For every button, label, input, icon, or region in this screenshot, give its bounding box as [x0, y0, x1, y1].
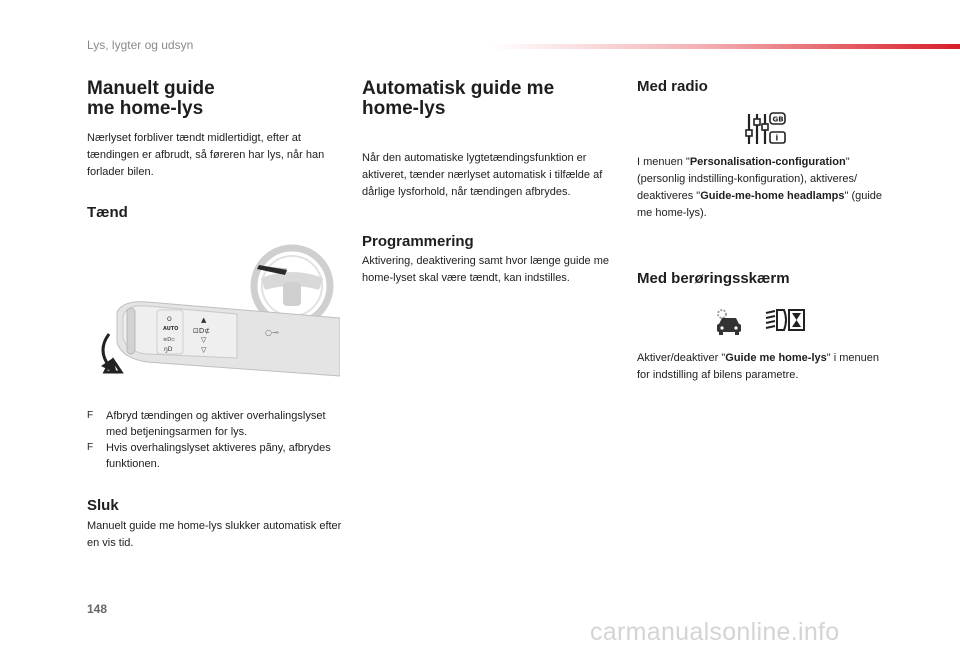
radio-heading: Med radio	[637, 78, 708, 95]
auto-guide-title-line2: home-lys	[362, 98, 446, 119]
svg-text:▽: ▽	[201, 336, 207, 344]
auto-guide-title-line1: Automatisk guide me	[362, 78, 555, 99]
bullet-mark: F	[87, 410, 94, 421]
radio-settings-icon	[744, 112, 786, 146]
radio-text-part: " (guide me home-lys).	[637, 190, 883, 219]
radio-text-part: I menuen "	[637, 156, 690, 168]
svg-text:≡D⊂: ≡D⊂	[163, 337, 176, 343]
list-item	[87, 408, 332, 440]
svg-text:⊡D⊄: ⊡D⊄	[193, 327, 211, 335]
programming-heading: Programmering	[362, 233, 474, 250]
svg-text:O: O	[167, 316, 172, 323]
manual-guide-title-line2: me home-lys	[87, 98, 204, 119]
manual-guide-title	[87, 79, 215, 119]
svg-text:GB: GB	[772, 115, 784, 124]
touchscreen-text-part: Aktiver/deaktiver "	[637, 352, 726, 364]
svg-text:▽: ▽	[201, 346, 207, 354]
off-text: Manuelt guide me home-lys slukker automatisk efter en vis tid.	[87, 520, 342, 549]
auto-intro-text: Når den automatiske lygtetændingsfunktion er aktiveret, tænder nærlyset automatisk i tilfælde af dårlige lysforhold, når tændingen afbrydes.	[362, 152, 603, 198]
manual-intro-text: Nærlyset forbliver tændt midlertidigt, efter at tændingen er afbrudt, så føreren har lys, når han forlader bilen.	[87, 132, 325, 178]
svg-text:▲: ▲	[201, 316, 207, 324]
radio-text	[637, 154, 892, 222]
bullet-text: Hvis overhalingslyset aktiveres pãny, afbrydes funktionen.	[106, 442, 331, 470]
off-heading: Sluk	[87, 497, 119, 514]
on-heading: Tænd	[87, 204, 128, 221]
list-item	[87, 440, 332, 472]
car-settings-icon	[713, 306, 745, 338]
manual-guide-title-line1: Manuelt guide	[87, 78, 215, 99]
radio-option-name: Guide-me-home headlamps	[700, 190, 845, 202]
auto-guide-title	[362, 79, 554, 119]
touchscreen-text-part: " i menuen for indstilling af bilens parametre.	[637, 352, 879, 381]
svg-text:i: i	[775, 133, 779, 143]
touchscreen-text	[637, 350, 887, 384]
svg-text:ŋD: ŋD	[164, 346, 173, 353]
touchscreen-heading: Med berøringsskærm	[637, 270, 790, 287]
page-number: 148	[87, 602, 108, 616]
radio-menu-name: Personalisation-configuration	[689, 156, 846, 168]
svg-text:○⊸: ○⊸	[265, 328, 279, 337]
programming-text: Aktivering, deaktivering samt hvor længe guide me home-lyset skal være tændt, kan indstilles.	[362, 255, 610, 284]
light-stalk-illustration	[87, 238, 340, 380]
watermark: carmanualsonline.info	[590, 618, 840, 646]
svg-text:AUTO: AUTO	[163, 326, 179, 332]
bullet-text: Afbryd tændingen og aktiver overhalingslyset med betjeningsarmen for lys.	[106, 410, 326, 438]
bullet-mark: F	[87, 442, 94, 453]
radio-text-part: " (personlig indstilling-konfiguration), aktiveres/ deaktiveres "	[637, 156, 858, 202]
header-accent-bar	[490, 44, 960, 49]
bullet-list	[87, 408, 332, 472]
guide-me-home-icon	[764, 308, 806, 332]
section-title: Lys, lygter og udsyn	[87, 38, 194, 52]
touchscreen-option-name: Guide me home-lys	[725, 352, 827, 364]
